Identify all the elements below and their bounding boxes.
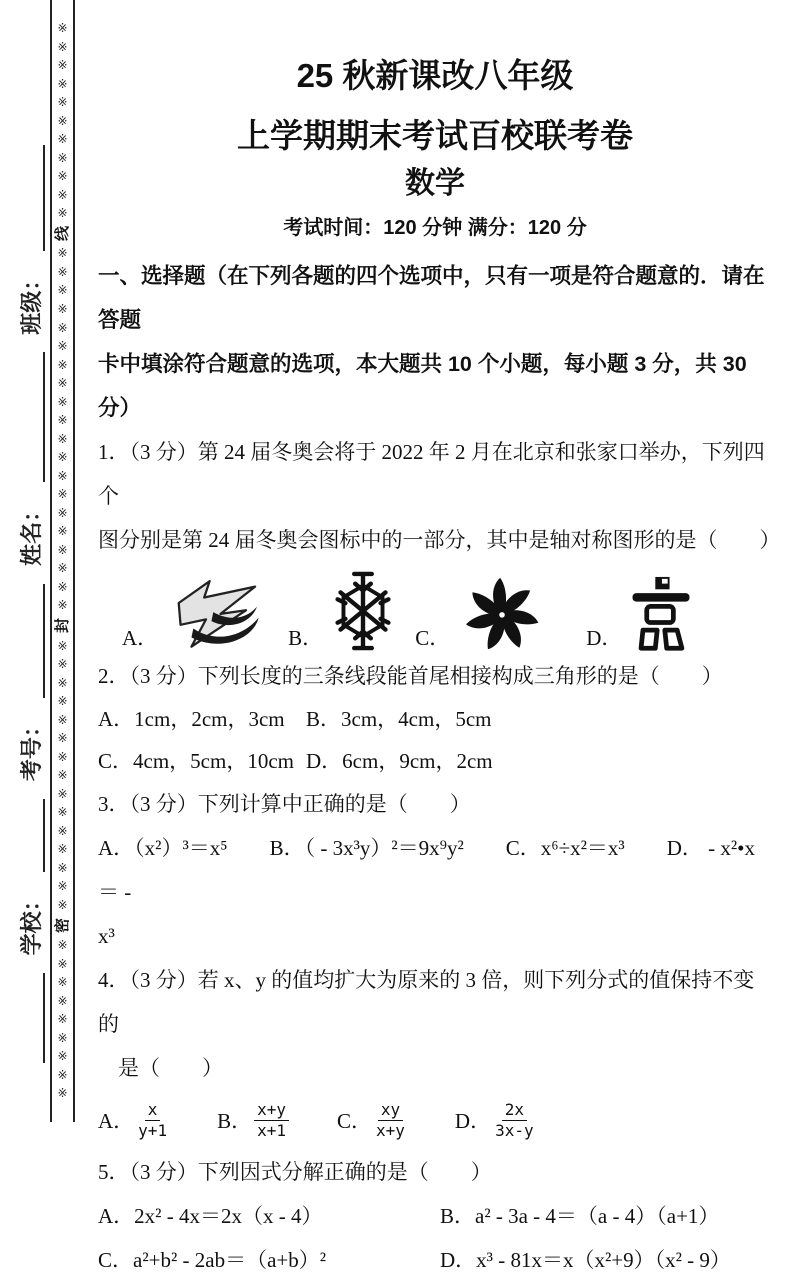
question-5-option-d: D．x³ - 81x＝x（x²+9）（x² - 9）: [440, 1248, 731, 1272]
student-info-label: 学校：: [19, 889, 45, 956]
question-3-options-line-1: A．（x²）³＝x⁵ B．（ - 3x³y）²＝9x⁹y² C．x⁶÷x²＝x³ D． - x²•x＝ -: [98, 836, 756, 904]
question-4: [98, 958, 772, 1148]
question-2-option-c: C．4cm，5cm，10cm: [98, 749, 294, 773]
seal-reference-mark: ※: [57, 413, 68, 428]
student-info-label: 姓名：: [19, 499, 45, 566]
fraction: [254, 1100, 289, 1139]
seal-reference-mark: ※: [57, 376, 68, 391]
fraction-denominator: 3x-y: [495, 1120, 534, 1140]
question-1-text-line-1: 1．（3 分）第 24 届冬奥会将于 2022 年 2 月在北京和张家口举办，下列四个: [98, 440, 765, 508]
question-4-option-c: [337, 1100, 407, 1139]
seal-line-character: 线: [52, 225, 71, 241]
question-4-option-d-label: D．: [454, 1109, 492, 1133]
fraction-denominator: x+1: [257, 1120, 286, 1140]
section-1-heading-line-1: 一、选择题（在下列各题的四个选项中，只有一项是符合题意的．请在答题: [98, 264, 765, 332]
question-2-option-b: B．3cm，4cm，5cm: [306, 707, 492, 731]
question-1-option-images: [98, 566, 772, 652]
exam-title-line-2: 上学期期末考试百校联考卷: [237, 117, 633, 154]
seal-reference-mark: ※: [57, 132, 68, 147]
question-4-text-line-2: 是（ ）: [118, 1056, 223, 1080]
seal-reference-mark: ※: [57, 1030, 68, 1045]
question-4-option-a: [98, 1100, 169, 1139]
seal-reference-mark: ※: [57, 897, 68, 912]
question-5-options: [98, 1194, 772, 1282]
seal-reference-mark: ※: [57, 805, 68, 820]
snowflake-emblem-icon: [331, 570, 395, 652]
option-d-label: D．: [586, 626, 623, 650]
seal-reference-mark: ※: [57, 431, 68, 446]
question-4-option-b-label: B．: [217, 1109, 253, 1133]
seal-reference-mark: ※: [57, 1049, 68, 1064]
fraction: [374, 1100, 407, 1139]
seal-reference-mark: ※: [57, 320, 68, 335]
exam-title-line-1: 25 秋新课改八年级: [296, 57, 574, 94]
seal-reference-mark: ※: [57, 975, 68, 990]
flower-emblem-icon: [458, 574, 546, 652]
seal-reference-mark: ※: [57, 598, 68, 613]
question-5-text: 5．（3 分）下列因式分解正确的是（ ）: [98, 1160, 492, 1184]
seal-reference-mark: ※: [57, 113, 68, 128]
fraction: [493, 1100, 536, 1139]
seal-reference-mark: ※: [57, 76, 68, 91]
seal-reference-mark: ※: [57, 187, 68, 202]
student-info-fields: [5, 145, 45, 1063]
student-info-blank: [17, 145, 45, 251]
question-3-text: 3．（3 分）下列计算中正确的是（ ）: [98, 792, 471, 816]
inukshuk-emblem-icon: [630, 576, 692, 652]
seal-reference-mark: ※: [57, 561, 68, 576]
question-4-option-c-label: C．: [337, 1109, 373, 1133]
seal-reference-mark: ※: [57, 638, 68, 653]
exam-content: [98, 0, 781, 1282]
fraction-denominator: y+1: [138, 1120, 168, 1140]
question-5-option-a: A．2x² - 4x＝2x（x - 4）: [98, 1204, 323, 1228]
student-info-blank: [17, 799, 45, 872]
seal-reference-mark: ※: [57, 579, 68, 594]
seal-reference-mark: ※: [57, 675, 68, 690]
seal-reference-mark: ※: [57, 487, 68, 502]
seal-reference-mark: ※: [57, 58, 68, 73]
seal-reference-mark: ※: [57, 524, 68, 539]
seal-reference-mark: ※: [57, 95, 68, 110]
seal-reference-mark: ※: [57, 150, 68, 165]
subject-title: 数学: [405, 167, 465, 200]
seal-reference-mark: ※: [57, 749, 68, 764]
seal-reference-mark: ※: [57, 768, 68, 783]
question-2: [98, 654, 772, 782]
question-2-option-d: D．6cm，9cm，2cm: [306, 749, 493, 773]
fraction-numerator: x: [145, 1100, 161, 1120]
seal-reference-mark: ※: [57, 339, 68, 354]
question-4-option-a-label: A．: [98, 1109, 135, 1133]
question-4-option-d: [455, 1100, 536, 1139]
exam-time-score-info: 考试时间：120 分钟 满分：120 分: [283, 217, 587, 239]
option-a-label: A．: [122, 626, 159, 650]
fraction-numerator: x+y: [254, 1100, 289, 1120]
question-1-text-line-2: 图分别是第 24 届冬奥会图标中的一部分，其中是轴对称图形的是（ ）: [98, 528, 781, 552]
fraction: [136, 1100, 169, 1139]
question-5-option-b: B．a² - 3a - 4＝（a - 4）（a+1）: [440, 1204, 720, 1228]
seal-reference-mark: ※: [57, 1086, 68, 1101]
seal-reference-mark: ※: [57, 1012, 68, 1027]
seal-reference-mark: ※: [57, 956, 68, 971]
seal-reference-mark: ※: [57, 993, 68, 1008]
question-1: [98, 430, 781, 652]
seal-reference-mark: ※: [57, 712, 68, 727]
seal-reference-mark: ※: [57, 879, 68, 894]
seal-reference-mark: ※: [57, 246, 68, 261]
student-info-blank: [17, 352, 45, 482]
seal-reference-mark: ※: [57, 468, 68, 483]
ski-swoosh-emblem-icon: [166, 574, 266, 652]
question-5: [98, 1150, 772, 1282]
seal-reference-mark: ※: [57, 823, 68, 838]
student-info-label: 考号：: [19, 715, 45, 782]
question-3-options-line-2: x³: [98, 924, 115, 948]
seal-reference-mark: ※: [57, 206, 68, 221]
seal-reference-mark: ※: [57, 39, 68, 54]
question-5-option-c: C．a²+b² - 2ab＝（a+b）²: [98, 1248, 327, 1272]
seal-reference-mark: ※: [57, 357, 68, 372]
seal-reference-mark: ※: [57, 860, 68, 875]
section-1-heading-line-2: 卡中填涂符合题意的选项，本大题共 10 个小题，每小题 3 分，共 30 分）: [98, 352, 747, 420]
student-info-blank: [17, 973, 45, 1063]
option-c-label: C．: [415, 626, 451, 650]
seal-reference-mark: ※: [57, 938, 68, 953]
question-4-options: [98, 1092, 772, 1148]
student-info-blank: [17, 584, 45, 698]
seal-reference-mark: ※: [57, 264, 68, 279]
seal-reference-mark: ※: [57, 657, 68, 672]
seal-line-character: 封: [52, 617, 71, 634]
seal-reference-mark: ※: [57, 786, 68, 801]
question-4-text-line-1: 4．（3 分）若 x、y 的值均扩大为原来的 3 倍，则下列分式的值保持不变的: [98, 968, 755, 1036]
seal-reference-mark: ※: [57, 842, 68, 857]
seal-reference-mark: ※: [57, 169, 68, 184]
seal-reference-mark: ※: [57, 283, 68, 298]
seal-reference-mark: ※: [57, 694, 68, 709]
student-info-label: 班级：: [19, 268, 45, 335]
option-d-image-group: [586, 576, 692, 652]
question-2-options: [98, 698, 772, 782]
seal-reference-mark: ※: [57, 301, 68, 316]
section-1-heading: [98, 254, 772, 430]
seal-line-strip: [50, 0, 75, 1122]
fraction-denominator: x+y: [376, 1120, 405, 1140]
seal-reference-mark: ※: [57, 450, 68, 465]
fraction-numerator: 2x: [502, 1100, 527, 1120]
option-c-image-group: [415, 574, 546, 652]
seal-reference-mark: ※: [57, 394, 68, 409]
seal-reference-mark: ※: [57, 542, 68, 557]
option-b-label: B．: [288, 626, 324, 650]
question-2-option-a: A．1cm，2cm，3cm: [98, 707, 285, 731]
seal-line-character: 密: [52, 917, 71, 933]
seal-reference-mark: ※: [57, 1067, 68, 1082]
question-4-option-b: [217, 1100, 289, 1139]
option-b-image-group: [288, 570, 395, 652]
question-2-text: 2．（3 分）下列长度的三条线段能首尾相接构成三角形的是（ ）: [98, 664, 723, 688]
question-3: [98, 782, 772, 958]
seal-reference-mark: ※: [57, 505, 68, 520]
option-a-image-group: [122, 574, 266, 652]
seal-reference-mark: ※: [57, 731, 68, 746]
seal-reference-mark: ※: [57, 21, 68, 35]
fraction-numerator: xy: [378, 1100, 403, 1120]
